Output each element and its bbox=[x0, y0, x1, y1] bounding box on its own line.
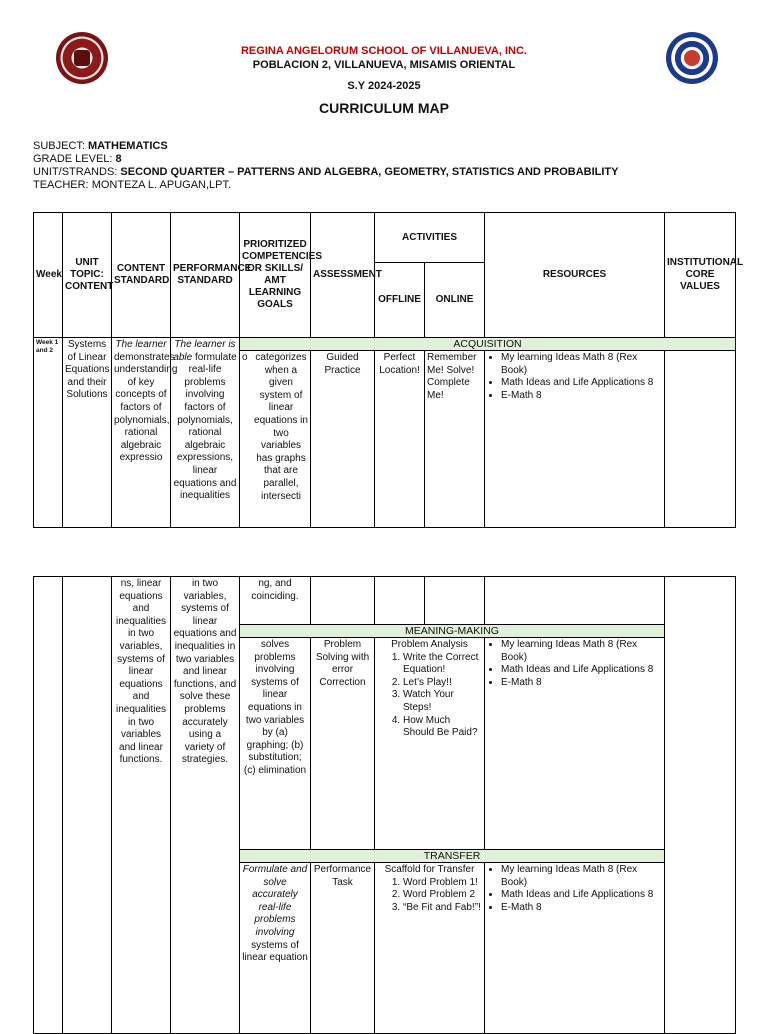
header-week: Week bbox=[34, 213, 63, 338]
teacher-line: TEACHER: MONTEZA L. APUGAN,LPT. bbox=[33, 179, 232, 191]
deped-seal bbox=[666, 32, 718, 84]
transfer-competency bbox=[240, 863, 311, 1034]
content-standard-lead: The learner bbox=[115, 339, 167, 350]
resource-item: • Math Ideas and Life Applications 8 bbox=[501, 664, 662, 677]
transfer-assessment: Performance Task bbox=[311, 863, 375, 1034]
grade-line: GRADE LEVEL: 8 bbox=[33, 153, 122, 165]
content-standard-text: demonstrates understanding of key concepts of factors of polynomials, rational algebraic expressio bbox=[114, 351, 178, 464]
empty-cell bbox=[425, 577, 485, 625]
content-standard-cont: ns, linear equations and inequalities in two variables, systems of linear equations and inequalities in two variables and linear functions. bbox=[112, 577, 171, 1034]
resource-item: • E-Math 8 bbox=[501, 390, 662, 403]
acquisition-offline: Perfect Location! bbox=[375, 351, 425, 528]
content-standard-cell bbox=[112, 338, 178, 528]
activity-item: 3. “Be Fit and Fab!”! bbox=[403, 902, 482, 915]
activity-item: 2. Word Problem 2 bbox=[403, 889, 482, 902]
header-activities: ACTIVITIES bbox=[375, 213, 485, 263]
header-performance-standard: PERFORMANCE STANDARD bbox=[171, 213, 240, 338]
resource-item: • My learning Ideas Math 8 (Rex Book) bbox=[501, 864, 662, 889]
acquisition-values bbox=[665, 351, 736, 528]
header-content-standard: CONTENT STANDARD bbox=[112, 213, 171, 338]
activity-item: 1. Write the Correct Equation! bbox=[403, 652, 482, 677]
unit-line: UNIT/STRANDS: SECOND QUARTER – PATTERNS AND ALGEBRA, GEOMETRY, STATISTICS AND PROBABILITY bbox=[33, 166, 619, 178]
school-year: S.Y 2024-2025 bbox=[347, 80, 421, 92]
meaning-activities bbox=[375, 638, 485, 850]
header-unit-topic: UNIT TOPIC: CONTENT bbox=[63, 213, 112, 338]
transfer-resources bbox=[485, 863, 665, 1034]
activity-item: 1. Word Problem 1! bbox=[403, 877, 482, 890]
unit-topic-cell-cont bbox=[63, 577, 112, 1034]
acquisition-competency-text: categorizes when a given system of linear equations in two variables has graphs that are parallel, intersecti bbox=[254, 352, 308, 502]
meaning-assessment: Problem Solving with error Correction bbox=[311, 638, 375, 850]
unit-topic-cell: Systems of Linear Equations and their Solutions bbox=[63, 338, 112, 528]
bullet-marker: o bbox=[242, 352, 248, 363]
transfer-activity-title: Scaffold for Transfer bbox=[384, 864, 475, 875]
transfer-activities bbox=[375, 863, 485, 1034]
transfer-competency-lead: Formulate and solve accurately real-life problems involving bbox=[242, 864, 308, 938]
curriculum-table-part-1 bbox=[33, 212, 744, 528]
school-name: REGINA ANGELORUM SCHOOL OF VILLANUEVA, INC. bbox=[240, 45, 527, 57]
curriculum-table-part-2 bbox=[33, 576, 736, 1034]
header-resources: RESOURCES bbox=[485, 213, 665, 338]
school-seal bbox=[56, 32, 108, 84]
header-offline: OFFLINE bbox=[375, 263, 425, 338]
resource-item: • E-Math 8 bbox=[501, 677, 662, 690]
week-cell: Week 1 and 2 bbox=[34, 338, 63, 528]
acquisition-resources bbox=[485, 351, 665, 528]
performance-standard-cont: in two variables, systems of linear equations and inequalities in two variables and linear functions, and solve these problems accurately using a variety of strategies. bbox=[171, 577, 240, 1034]
meaning-resources bbox=[485, 638, 665, 850]
activity-item: 3. Watch Your Steps! bbox=[403, 689, 482, 714]
phase-acquisition: ACQUISITION bbox=[240, 338, 736, 351]
week-cell-cont bbox=[34, 577, 63, 1034]
activity-item: 2. Let’s Play!! bbox=[403, 677, 482, 690]
empty-cell bbox=[311, 577, 375, 625]
header-online: ONLINE bbox=[425, 263, 485, 338]
acquisition-assessment: Guided Practice bbox=[311, 351, 375, 528]
performance-standard-cell bbox=[171, 338, 240, 528]
meaning-competency: solves problems involving systems of linear equations in two variables by (a) graphing; (b) substitution; (c) elimination bbox=[240, 638, 311, 850]
transfer-competency-text: systems of linear equation bbox=[242, 939, 308, 964]
performance-standard-text: formulate real-life problems involving factors of polynomials, rational algebraic expressions, linear equations and inequalities bbox=[173, 351, 237, 502]
empty-cell bbox=[375, 577, 425, 625]
document-title: CURRICULUM MAP bbox=[319, 100, 449, 116]
phase-transfer: TRANSFER bbox=[240, 850, 665, 863]
activity-item: 4. How Much Should Be Paid? bbox=[403, 715, 482, 740]
resource-item: • Math Ideas and Life Applications 8 bbox=[501, 377, 662, 390]
acquisition-competency bbox=[240, 351, 311, 528]
header-competencies: PRIORITIZED COMPETENCIES OR SKILLS/ AMT LEARNING GOALS bbox=[240, 213, 311, 338]
acquisition-competency-cont: ng, and coinciding. bbox=[240, 577, 311, 625]
resource-item: • My learning Ideas Math 8 (Rex Book) bbox=[501, 639, 662, 664]
header-core-values: INSTITUTIONAL CORE VALUES bbox=[665, 213, 736, 338]
empty-cell bbox=[485, 577, 665, 625]
core-values-cont bbox=[665, 577, 736, 1034]
resource-item: • Math Ideas and Life Applications 8 bbox=[501, 889, 662, 902]
acquisition-online: Remember Me! Solve! Complete Me! bbox=[425, 351, 485, 528]
resource-item: • My learning Ideas Math 8 (Rex Book) bbox=[501, 352, 662, 377]
phase-meaning-making: MEANING-MAKING bbox=[240, 625, 665, 638]
resource-item: • E-Math 8 bbox=[501, 902, 662, 915]
subject-line: SUBJECT: MATHEMATICS bbox=[33, 140, 168, 152]
meaning-activity-title: Problem Analysis bbox=[391, 639, 468, 650]
performance-standard-lead: The learner is able bbox=[173, 339, 236, 363]
school-address: POBLACION 2, VILLANUEVA, MISAMIS ORIENTAL bbox=[252, 59, 516, 71]
header-assessment: ASSESSMENT bbox=[311, 213, 375, 338]
